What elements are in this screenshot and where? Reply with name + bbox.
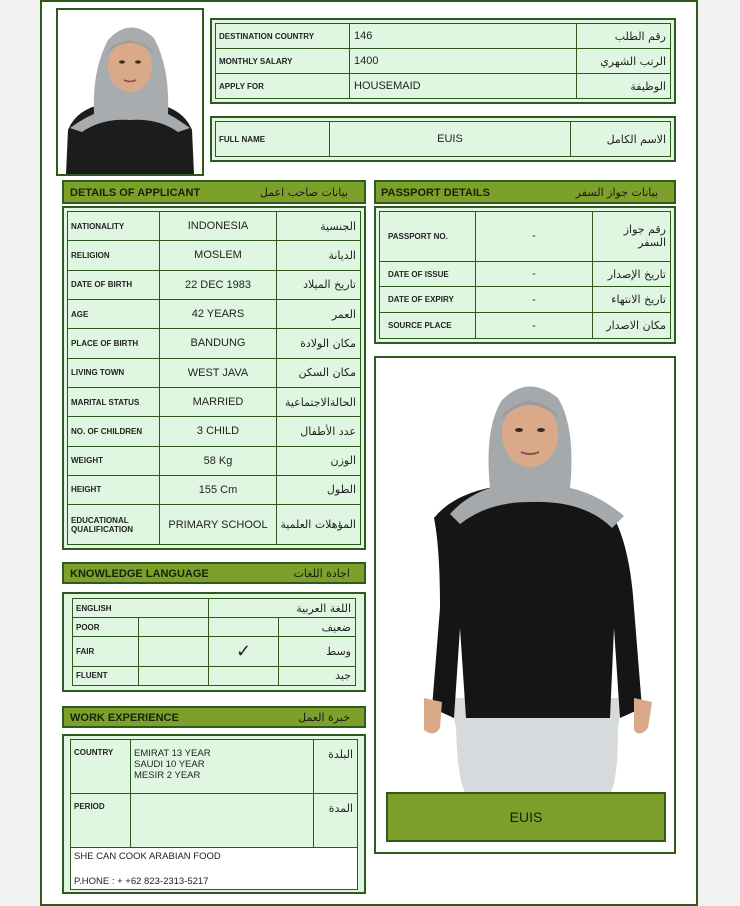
applicant-field-ar: العمر: [277, 299, 361, 328]
experience-section-header: [62, 706, 366, 728]
language-header-row: [73, 599, 356, 618]
passport-field-label: DATE OF ISSUE: [380, 261, 476, 287]
monthly-salary-ar: الرتب الشهري: [577, 49, 671, 74]
experience-title-ar: خبرة العمل: [298, 711, 350, 724]
apply-for-label: APPLY FOR: [216, 74, 350, 99]
full-name-box: [210, 116, 676, 162]
passport-field-value: -: [476, 313, 593, 339]
applicant-field-ar: الطول: [277, 475, 361, 504]
language-arabic-mark: ✓: [209, 637, 279, 667]
language-section-header: [62, 562, 366, 584]
language-title: KNOWLEDGE LANGUAGE: [70, 568, 209, 580]
experience-period-label: PERIOD: [71, 794, 131, 848]
language-title-ar: اجادة اللغات: [293, 567, 350, 580]
applicant-field-value: 58 Kg: [160, 446, 277, 475]
language-english-mark: [139, 637, 209, 667]
application-header: [210, 18, 676, 104]
passport-table: [379, 211, 671, 339]
monthly-salary-label: MONTHLY SALARY: [216, 49, 350, 74]
language-level-label: POOR: [73, 618, 139, 637]
applicant-field-label: MARITAL STATUS: [68, 387, 160, 416]
experience-period-ar: المدة: [314, 794, 358, 848]
applicant-field-ar: مكان الولادة: [277, 329, 361, 358]
full-name-value: EUIS: [330, 122, 571, 157]
applicant-field-ar: الحالةالاجتماعية: [277, 387, 361, 416]
applicant-field-value: INDONESIA: [160, 212, 277, 241]
destination-country-label: DESTINATION COUNTRY: [216, 24, 350, 49]
applicant-field-value: 42 YEARS: [160, 299, 277, 328]
language-details: [62, 592, 366, 692]
passport-field-ar: رقم جواز السفر: [593, 212, 671, 262]
language-english-mark: [139, 618, 209, 637]
applicant-title-ar: بيانات صاحب اعمل: [259, 186, 348, 199]
apply-for-value: HOUSEMAID: [350, 74, 577, 99]
destination-country-ar: رقم الطلب: [577, 24, 671, 49]
portrait-figure-small: [58, 10, 202, 174]
applicant-field-ar: مكان السكن: [277, 358, 361, 387]
applicant-field-label: WEIGHT: [68, 446, 160, 475]
applicant-field-ar: الجنسية: [277, 212, 361, 241]
passport-row: [380, 313, 671, 339]
passport-field-value: -: [476, 212, 593, 262]
applicant-field-label: EDUCATIONAL QUALIFICATION: [68, 505, 160, 545]
experience-country-ar: البلدة: [314, 740, 358, 794]
passport-field-value: -: [476, 261, 593, 287]
language-level-row: [73, 618, 356, 637]
passport-details: [374, 206, 676, 344]
full-name-label: FULL NAME: [216, 122, 330, 157]
language-english-mark: [139, 666, 209, 685]
applicant-title: DETAILS OF APPLICANT: [70, 187, 201, 199]
applicant-field-label: NO. OF CHILDREN: [68, 417, 160, 446]
applicant-field-ar: المؤهلات العلمية: [277, 505, 361, 545]
experience-table: [70, 739, 358, 848]
language-level-ar: ضعيف: [279, 618, 356, 637]
applicant-field-label: DATE OF BIRTH: [68, 270, 160, 299]
applicant-field-value: MOSLEM: [160, 241, 277, 270]
passport-field-ar: تاريخ الإصدار: [593, 261, 671, 287]
applicant-row: [68, 241, 361, 270]
experience-title: WORK EXPERIENCE: [70, 712, 179, 724]
experience-notes-box: [70, 848, 358, 890]
applicant-row: [68, 505, 361, 545]
applicant-row: [68, 475, 361, 504]
applicant-field-value: 3 CHILD: [160, 417, 277, 446]
passport-field-value: -: [476, 287, 593, 313]
language-level-row: [73, 637, 356, 667]
destination-country-value: 146: [350, 24, 577, 49]
apply-for-ar: الوظيفة: [577, 74, 671, 99]
experience-country-line: EMIRAT 13 YEAR: [134, 748, 211, 759]
portrait-photo-large: [374, 356, 676, 854]
experience-period-value: [131, 794, 314, 848]
photo-name-banner: [386, 792, 666, 842]
experience-country-label: COUNTRY: [71, 740, 131, 794]
applicant-field-label: PLACE OF BIRTH: [68, 329, 160, 358]
applicant-field-value: PRIMARY SCHOOL: [160, 505, 277, 545]
passport-field-label: DATE OF EXPIRY: [380, 287, 476, 313]
applicant-field-value: WEST JAVA: [160, 358, 277, 387]
portrait-figure-large: [398, 368, 658, 798]
passport-row: [380, 287, 671, 313]
applicant-row: [68, 387, 361, 416]
applicant-field-value: 22 DEC 1983: [160, 270, 277, 299]
applicant-table: [67, 211, 361, 545]
experience-note: SHE CAN COOK ARABIAN FOOD: [74, 851, 221, 862]
language-level-label: FLUENT: [73, 666, 139, 685]
applicant-row: [68, 446, 361, 475]
photo-name-text: EUIS: [509, 809, 543, 825]
experience-country-line: SAUDI 10 YEAR: [134, 759, 205, 770]
portrait-photo-small: [56, 8, 204, 176]
experience-details: [62, 734, 366, 894]
applicant-row: [68, 212, 361, 241]
passport-field-ar: تاريخ الانتهاء: [593, 287, 671, 313]
applicant-row: [68, 329, 361, 358]
applicant-field-label: NATIONALITY: [68, 212, 160, 241]
applicant-field-ar: الديانة: [277, 241, 361, 270]
applicant-section-header: [62, 180, 366, 204]
applicant-field-label: LIVING TOWN: [68, 358, 160, 387]
language-arabic-mark: [209, 666, 279, 685]
applicant-field-label: HEIGHT: [68, 475, 160, 504]
language-arabic-label: اللغة العربية: [209, 599, 356, 618]
applicant-row: [68, 358, 361, 387]
language-arabic-mark: [209, 618, 279, 637]
monthly-salary-value: 1400: [350, 49, 577, 74]
language-english-label: ENGLISH: [73, 599, 209, 618]
applicant-field-ar: الوزن: [277, 446, 361, 475]
applicant-details: [62, 206, 366, 550]
applicant-field-ar: عدد الأطفال: [277, 417, 361, 446]
applicant-field-ar: تاريخ الميلاد: [277, 270, 361, 299]
passport-field-label: SOURCE PLACE: [380, 313, 476, 339]
passport-title: PASSPORT DETAILS: [381, 187, 490, 199]
experience-phone: P.HONE : + +62 823-2313-5217: [74, 876, 209, 887]
language-level-ar: وسط: [279, 637, 356, 667]
applicant-row: [68, 417, 361, 446]
passport-field-ar: مكان الاصدار: [593, 313, 671, 339]
applicant-field-value: 155 Cm: [160, 475, 277, 504]
passport-section-header: [374, 180, 676, 204]
language-level-ar: جيد: [279, 666, 356, 685]
passport-row: [380, 261, 671, 287]
applicant-field-value: BANDUNG: [160, 329, 277, 358]
language-level-row: [73, 666, 356, 685]
applicant-row: [68, 299, 361, 328]
passport-field-label: PASSPORT NO.: [380, 212, 476, 262]
applicant-field-label: AGE: [68, 299, 160, 328]
experience-country-line: MESIR 2 YEAR: [134, 770, 201, 781]
full-name-ar: الاسم الكامل: [571, 122, 671, 157]
passport-row: [380, 212, 671, 262]
passport-title-ar: بيانات جواز السفر: [575, 186, 658, 199]
language-table: [72, 598, 356, 686]
applicant-row: [68, 270, 361, 299]
experience-country-values: [131, 740, 314, 794]
language-level-label: FAIR: [73, 637, 139, 667]
applicant-field-label: RELIGION: [68, 241, 160, 270]
applicant-field-value: MARRIED: [160, 387, 277, 416]
